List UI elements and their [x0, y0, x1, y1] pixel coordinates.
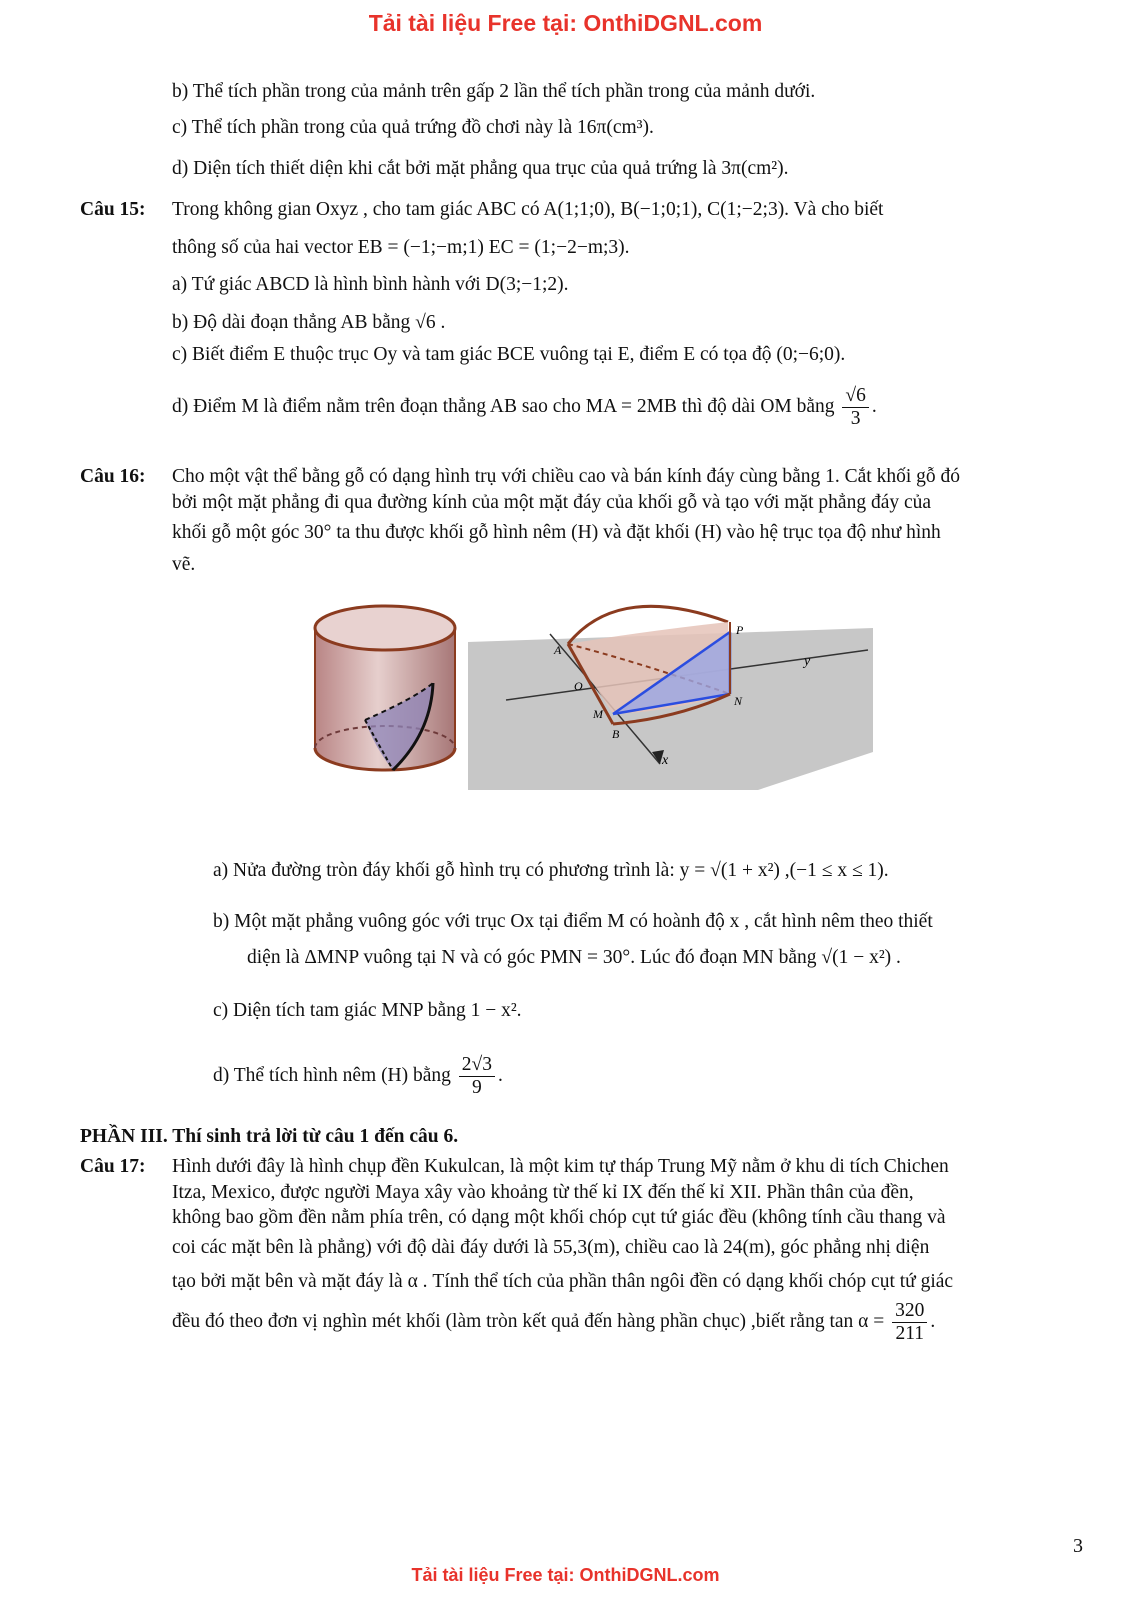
header-banner[interactable]: Tải tài liệu Free tại: OnthiDGNL.com	[368, 10, 763, 36]
label-b: B	[612, 727, 620, 741]
q16-statement-b-line2: diện là ΔMNP vuông tại N và có góc PMN = 30°. Lúc đó đoạn MN bằng √(1 − x²) .	[247, 947, 901, 968]
label-y: y	[804, 654, 811, 669]
q15-statement-d	[172, 385, 877, 430]
q15-statement-a: a) Tứ giác ABCD là hình bình hành với D(3;−1;2).	[172, 274, 569, 295]
wedge-figure	[468, 592, 873, 790]
q15-statement-c: c) Biết điểm E thuộc trục Oy và tam giác BCE vuông tại E, điểm E có tọa độ (0;−6;0).	[172, 344, 846, 365]
cylinder-figure	[305, 598, 465, 783]
q15-d-denominator: 3	[850, 408, 861, 429]
q17-line2: Itza, Mexico, được người Maya xây vào khoảng từ thế kỉ IX đến thế kỉ XII. Phần thân của đền,	[172, 1182, 914, 1203]
q16-stem-line3: khối gỗ một góc 30° ta thu được khối gỗ hình nêm (H) và đặt khối (H) vào hệ trục tọa độ như hình	[172, 522, 941, 543]
q17-line6-period: .	[930, 1310, 936, 1332]
q16-stem-line4: vẽ.	[172, 554, 196, 575]
label-m: M	[593, 707, 603, 721]
label-p: P	[736, 623, 744, 637]
footer-banner[interactable]: Tải tài liệu Free tại: OnthiDGNL.com	[411, 1565, 720, 1585]
label-a: A	[554, 643, 562, 657]
q17-line1: Hình dưới đây là hình chụp đền Kukulcan, là một kim tự tháp Trung Mỹ nằm ở khu di tích Chichen	[172, 1156, 949, 1177]
q17-line6	[172, 1300, 935, 1345]
q16-d-period: .	[498, 1064, 503, 1086]
q17-line6-text: đều đó theo đơn vị nghìn mét khối (làm tròn kết quả đến hàng phần chục) ,biết rằng tan α =	[172, 1310, 885, 1332]
q15-stem-line2: thông số của hai vector EB = (−1;−m;1) EC = (1;−2−m;3).	[172, 237, 630, 258]
q14-statement-d: d) Diện tích thiết diện khi cắt bởi mặt phẳng qua trục của quả trứng là 3π(cm²).	[172, 158, 789, 179]
label-n: N	[734, 694, 743, 708]
q15-d-fraction	[842, 385, 868, 430]
part3-heading: PHẦN III. Thí sinh trả lời từ câu 1 đến câu 6.	[80, 1126, 459, 1147]
cylinder-top	[315, 606, 455, 650]
q17-tan-fraction	[892, 1300, 927, 1345]
page-number: 3	[1073, 1535, 1083, 1557]
q17-line5: tạo bởi mặt bên và mặt đáy là α . Tính thể tích của phần thân ngôi đền có dạng khối chóp cụt tứ giác	[172, 1271, 954, 1292]
q15-d-text: d) Điểm M là điểm nằm trên đoạn thẳng AB sao cho MA = 2MB thì độ dài OM bằng	[172, 395, 835, 417]
q16-statement-b-line1: b) Một mặt phẳng vuông góc với trục Ox tại điểm M có hoành độ x , cắt hình nêm theo thiết	[213, 911, 933, 932]
q15-d-numerator: √6	[842, 385, 868, 408]
label-o: O	[574, 679, 583, 693]
q15-stem-line1: Trong không gian Oxyz , cho tam giác ABC có A(1;1;0), B(−1;0;1), C(1;−2;3). Và cho biết	[172, 199, 884, 220]
q17-tan-numerator: 320	[892, 1300, 927, 1323]
q16-d-numerator: 2√3	[459, 1054, 495, 1077]
q16-stem-line1: Cho một vật thể bằng gỗ có dạng hình trụ với chiều cao và bán kính đáy cùng bằng 1. Cắt khối gỗ đó	[172, 466, 960, 487]
q14-statement-b: b) Thể tích phần trong của mảnh trên gấp 2 lần thể tích phần trong của mảnh dưới.	[172, 81, 816, 102]
q16-d-text: d) Thể tích hình nêm (H) bằng	[213, 1064, 451, 1086]
q16-label: Câu 16:	[80, 466, 146, 487]
q17-label: Câu 17:	[80, 1156, 146, 1177]
q15-label: Câu 15:	[80, 199, 146, 220]
q16-d-fraction	[459, 1054, 495, 1099]
q16-statement-a: a) Nửa đường tròn đáy khối gỗ hình trụ có phương trình là: y = √(1 + x²) ,(−1 ≤ x ≤ 1).	[213, 860, 889, 881]
q17-tan-denominator: 211	[895, 1323, 924, 1344]
label-x: x	[662, 753, 669, 768]
q15-d-period: .	[871, 395, 877, 417]
q14-statement-c: c) Thể tích phần trong của quả trứng đồ chơi này là 16π(cm³).	[172, 117, 654, 138]
q15-statement-b: b) Độ dài đoạn thẳng AB bằng √6 .	[172, 312, 446, 333]
q16-statement-c: c) Diện tích tam giác MNP bằng 1 − x².	[213, 1000, 522, 1021]
q17-line3: không bao gồm đền nằm phía trên, có dạng một khối chóp cụt tứ giác đều (không tính cầu thang và	[172, 1207, 946, 1228]
q17-line4: coi các mặt bên là phẳng) với độ dài đáy dưới là 55,3(m), chiều cao là 24(m), góc phẳng nhị diện	[172, 1237, 930, 1258]
q16-stem-line2: bởi một mặt phẳng đi qua đường kính của một mặt đáy của khối gỗ và tạo với mặt phẳng đáy của	[172, 492, 932, 513]
q16-d-denominator: 9	[472, 1077, 482, 1098]
q16-statement-d	[213, 1054, 503, 1099]
